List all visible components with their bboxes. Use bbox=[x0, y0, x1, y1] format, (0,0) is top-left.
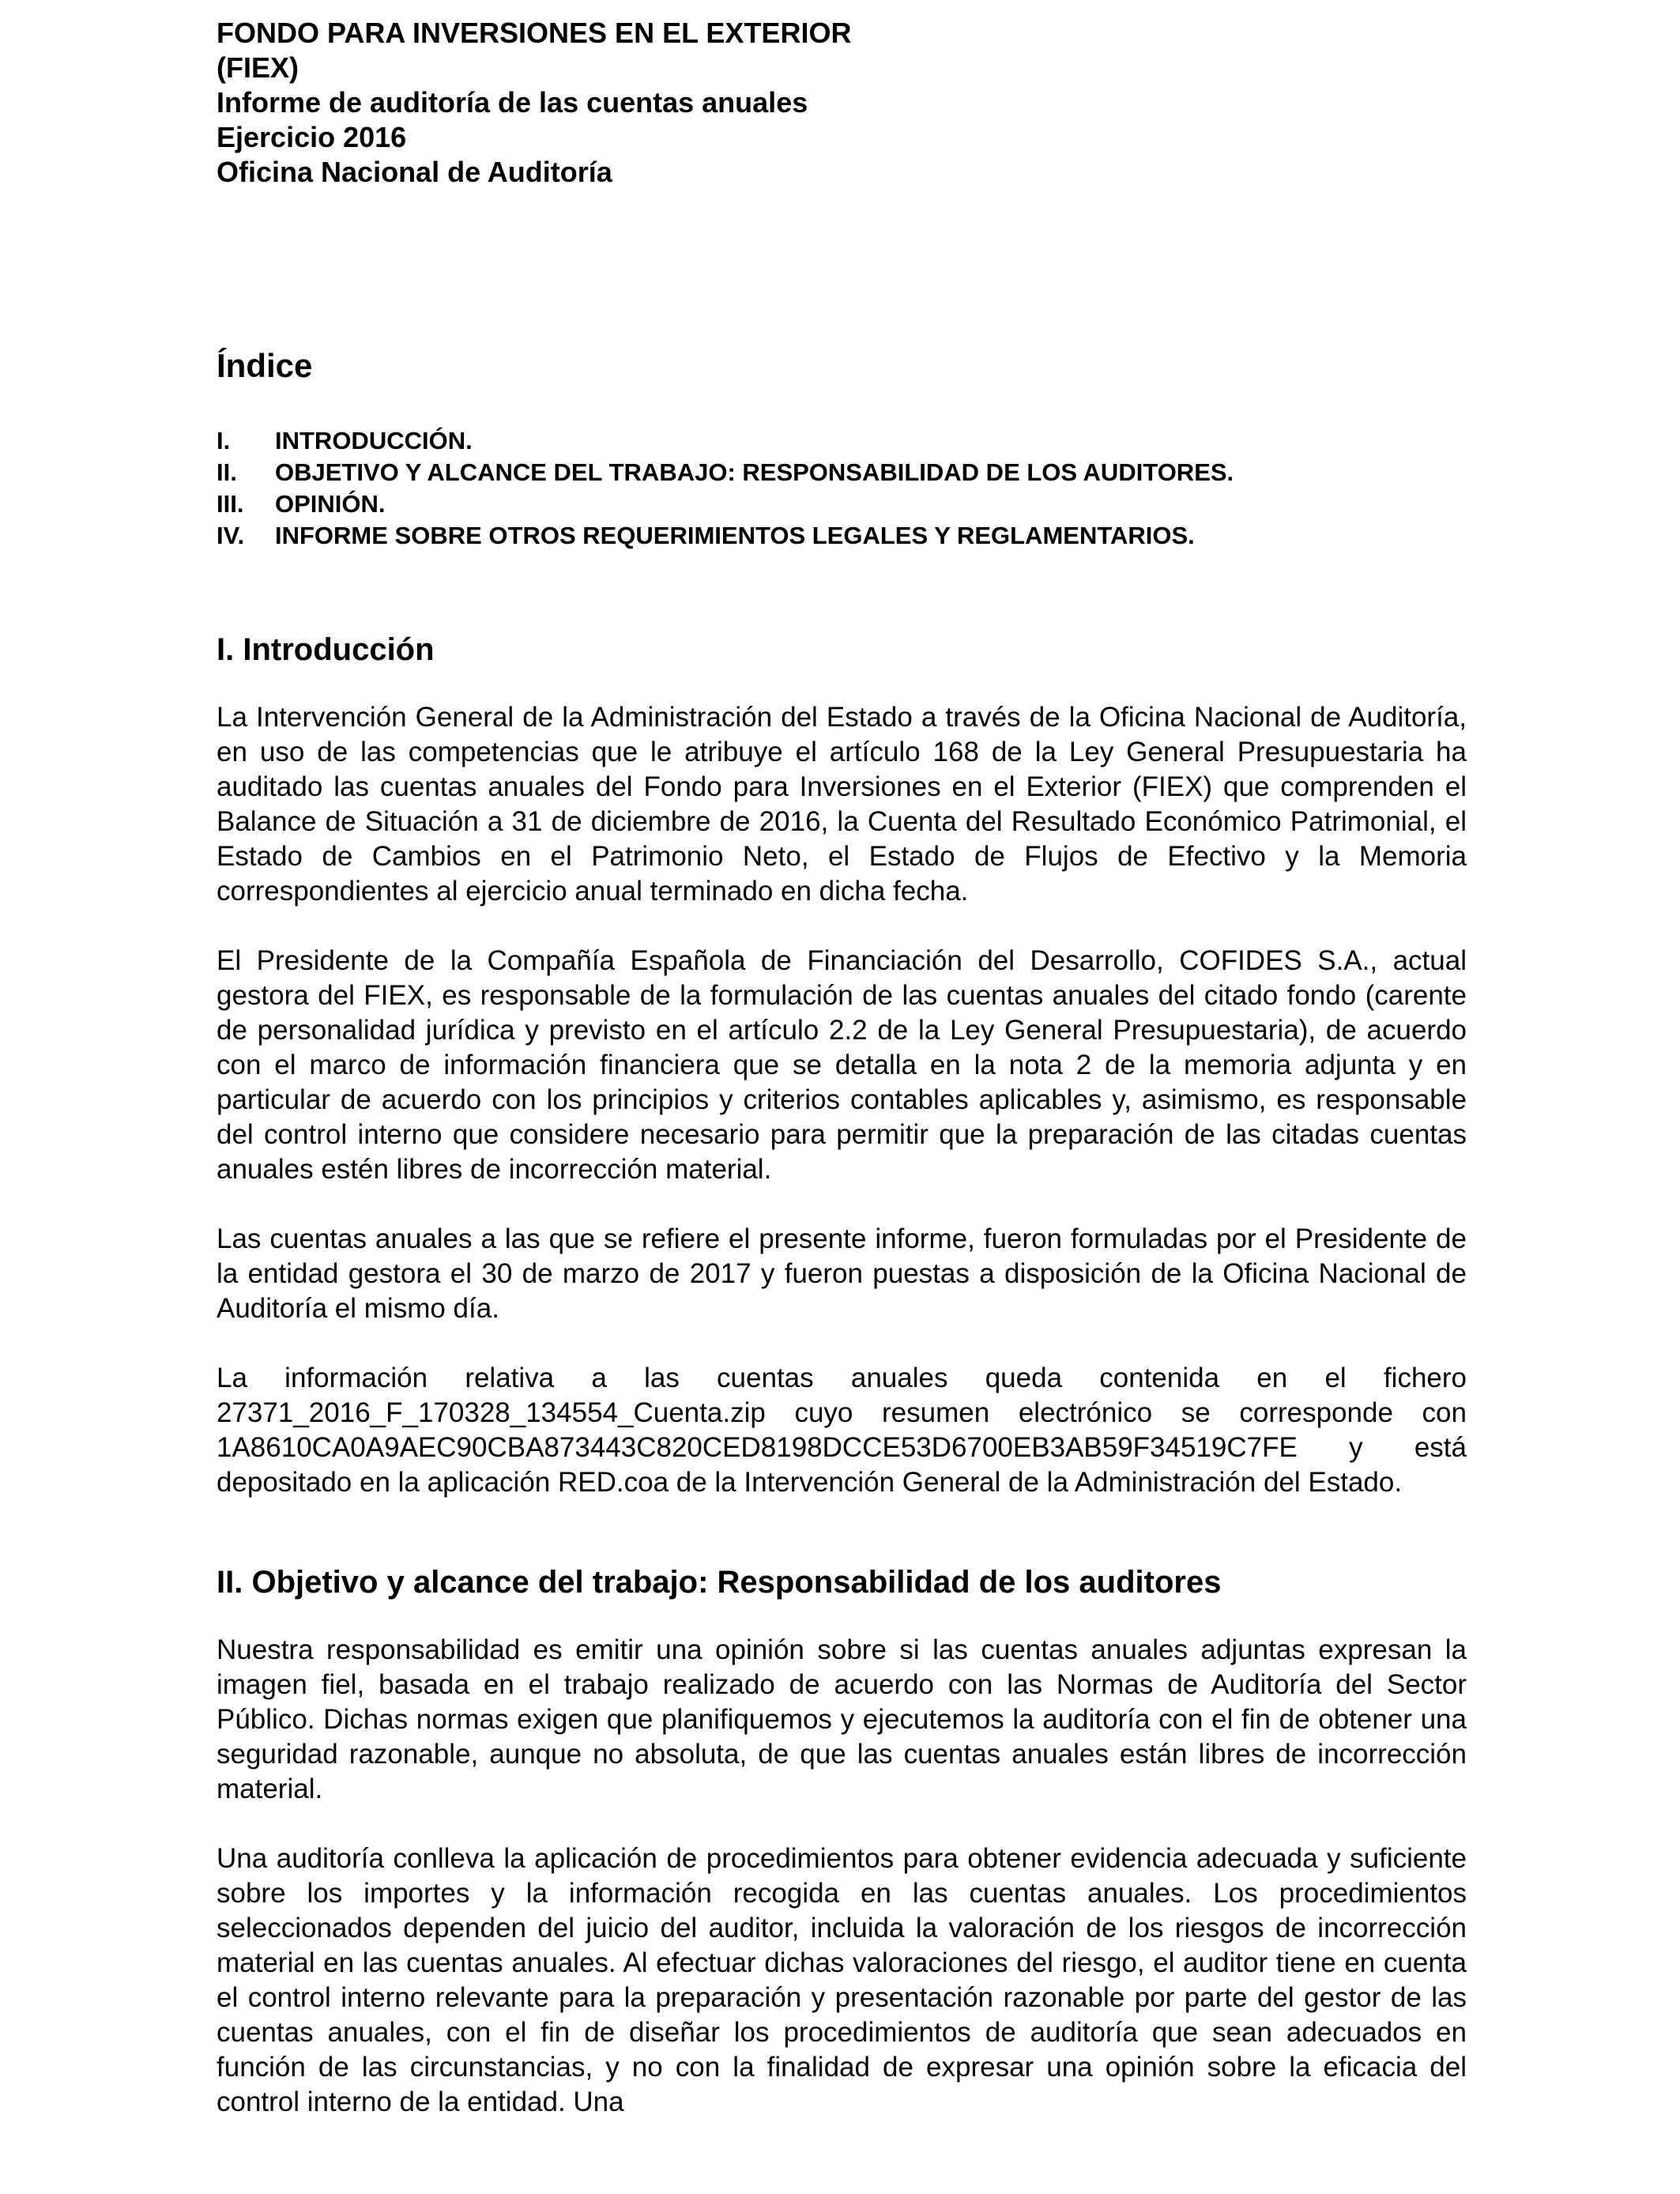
toc-item-number: I. bbox=[217, 427, 231, 454]
toc-item-label: OBJETIVO Y ALCANCE DEL TRABAJO: RESPONSABILIDAD DE LOS AUDITORES. bbox=[275, 458, 1234, 486]
header-fund-name: FONDO PARA INVERSIONES EN EL EXTERIOR bbox=[217, 17, 852, 49]
header-fiscal-year: Ejercicio 2016 bbox=[217, 121, 407, 153]
toc-item-label: INFORME SOBRE OTROS REQUERIMIENTOS LEGALES Y REGLAMENTARIOS. bbox=[275, 522, 1195, 549]
section-body-objetivo bbox=[217, 1633, 1467, 2120]
paragraph: La Intervención General de la Administración del Estado a través de la Oficina Nacional de Auditoría, en uso de las competencias que le atribuye el artículo 168 de la Ley General Presupuestaria ha auditado las cuentas anuales del Fondo para Inversiones en el Exterior (FIEX) que comprenden el Balance de Situación a 31 de diciembre de 2016, la Cuenta del Resultado Económico Patrimonial, el Estado de Cambios en el Patrimonio Neto, el Estado de Flujos de Efectivo y la Memoria correspondientes al ejercicio anual terminado en dicha fecha. bbox=[217, 702, 1467, 907]
toc-item-label: OPINIÓN. bbox=[275, 490, 386, 518]
header-fund-acronym: (FIEX) bbox=[217, 51, 299, 84]
table-of-contents bbox=[217, 425, 1467, 552]
toc-item-label: INTRODUCCIÓN. bbox=[275, 427, 473, 454]
section-title-introduccion: I. Introducción bbox=[217, 632, 435, 667]
toc-item-number: IV. bbox=[217, 522, 245, 549]
paragraph-file-reference: La información relativa a las cuentas anuales queda contenida en el fichero 27371_2016_F_170328_134554_Cuenta.zip cuyo resumen electrónico se corresponde con 1A8610CA0A9AEC90CBA873443C820CED8198DCCE53D6700EB3AB59F34519C7FE y está depositado en la aplicación RED.coa de la Intervención General de la Administración del Estado. bbox=[217, 1363, 1467, 1498]
header-report-title: Informe de auditoría de las cuentas anuales bbox=[217, 86, 808, 119]
paragraph: Las cuentas anuales a las que se refiere el presente informe, fueron formuladas por el Presidente de la entidad gestora el 30 de marzo de 2017 y fueron puestas a disposición de la Oficina Nacional de Auditoría el mismo día. bbox=[217, 1223, 1467, 1324]
document-page bbox=[217, 16, 1467, 2120]
section-body-introduccion bbox=[217, 700, 1467, 1500]
paragraph: Una auditoría conlleva la aplicación de procedimientos para obtener evidencia adecuada y suficiente sobre los importes y la información recogida en las cuentas anuales. Los procedimientos seleccionados dependen del juicio del auditor, incluida la valoración de los riesgos de incorrección material en las cuentas anuales. Al efectuar dichas valoraciones del riesgo, el auditor tiene en cuenta el control interno relevante para la preparación y presentación razonable por parte del gestor de las cuentas anuales, con el fin de diseñar los procedimientos de auditoría que sean adecuados en función de las circunstancias, y no con la finalidad de expresar una opinión sobre la eficacia del control interno de la entidad. Una bbox=[217, 1843, 1467, 2117]
toc-item-number: III. bbox=[217, 490, 244, 518]
paragraph: El Presidente de la Compañía Española de Financiación del Desarrollo, COFIDES S.A., actual gestora del FIEX, es responsable de la formulación de las cuentas anuales del citado fondo (carente de personalidad jurídica y previsto en el artículo 2.2 de la Ley General Presupuestaria), de acuerdo con el marco de información financiera que se detalla en la nota 2 de la memoria adjunta y en particular de acuerdo con los principios y criterios contables aplicables y, asimismo, es responsable del control interno que considere necesario para permitir que la preparación de las citadas cuentas anuales estén libres de incorrección material. bbox=[217, 945, 1467, 1185]
header-office: Oficina Nacional de Auditoría bbox=[217, 156, 612, 188]
toc-item-opinion bbox=[217, 488, 1467, 520]
toc-item-number: II. bbox=[217, 458, 237, 486]
section-title-objetivo: II. Objetivo y alcance del trabajo: Responsabilidad de los auditores bbox=[217, 1565, 1222, 1600]
toc-item-introduccion bbox=[217, 425, 1467, 457]
index-title: Índice bbox=[217, 347, 313, 384]
toc-item-objetivo bbox=[217, 457, 1467, 488]
toc-item-otros-requerimientos bbox=[217, 520, 1467, 552]
document-header bbox=[217, 16, 1467, 190]
paragraph: Nuestra responsabilidad es emitir una opinión sobre si las cuentas anuales adjuntas expresan la imagen fiel, basada en el trabajo realizado de acuerdo con las Normas de Auditoría del Sector Público. Dichas normas exigen que planifiquemos y ejecutemos la auditoría con el fin de obtener una seguridad razonable, aunque no absoluta, de que las cuentas anuales están libres de incorrección material. bbox=[217, 1634, 1467, 1804]
